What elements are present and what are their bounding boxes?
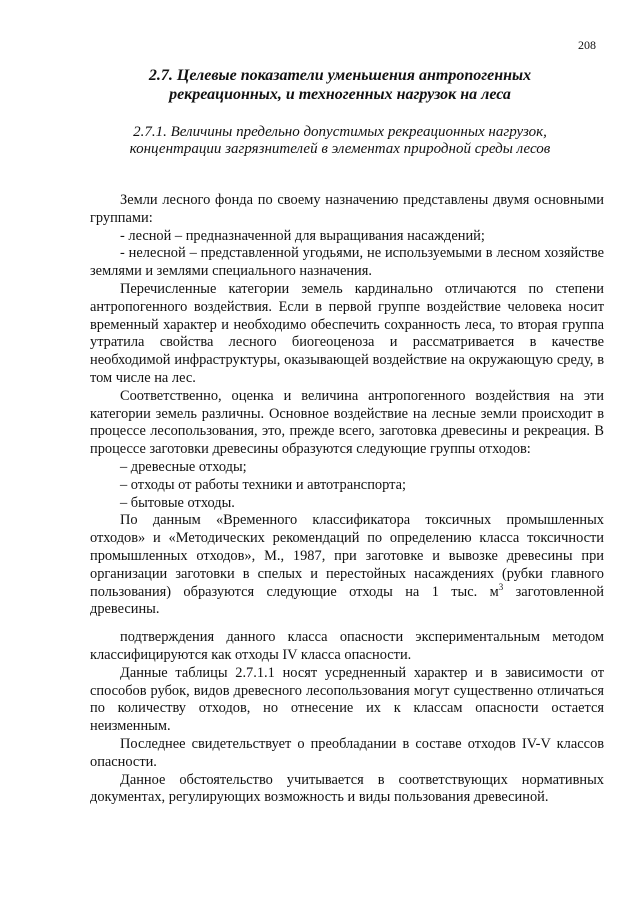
paragraph: Земли лесного фонда по своему назначению представлены двумя основными группами: (90, 192, 604, 226)
list-item: – древесные отходы; (120, 458, 247, 475)
body-text (90, 192, 604, 807)
paragraph-text: По данным «Временного классификатора токсичных промышленных отходов» и «Методических рекомендаций по определению класса токсичности промышленных отходов», М., 1987, при заготовке и вывозке древесины при организации заготовки в спелых и перестойных насаждениях (рубки главного пользования) образуются следующие отходы на 1 тыс. м (90, 512, 604, 600)
paragraph (90, 512, 604, 619)
paragraph: Данные таблицы 2.7.1.1 носят усредненный характер и в зависимости от способов рубок, видов древесного лесопользования могут существенно отличаться по количеству отходов, но отнесение их к классам опасности остается неизменным. (90, 664, 604, 735)
list-item: - нелесной – представленной угодьями, не используемыми в лесном хозяйстве землями и землями специального назначения. (90, 245, 604, 280)
paragraph-text: заготовленной древесины. (90, 583, 604, 618)
section-title: 2.7. Целевые показатели уменьшения антропогенных рекреационных, и техногенных нагрузок на леса (148, 67, 532, 103)
paragraph: Данное обстоятельство учитывается в соответствующих нормативных документах, регулирующих возможность и виды пользования древесиной. (90, 771, 604, 806)
paragraph: подтверждения данного класса опасности экспериментальным методом классифицируются как отходы IV класса опасности. (90, 629, 604, 663)
paragraph: Перечисленные категории земель кардинально отличаются по степени антропогенного воздействия. Если в первой группе воздействие человека носит временный характер и необходимо обеспечить сохранность леса, то вторая группа утратила свойства лесного биогеоценоза и рассматривается в качестве необходимой инфраструктуры, оказывающей воздействие на окружающую среду, в том числе на лес. (90, 280, 604, 386)
superscript: 3 (498, 581, 504, 592)
list-item: - лесной – предназначенной для выращивания насаждений; (120, 227, 485, 244)
subsection-title: 2.7.1. Величины предельно допустимых рекреационных нагрузок, концентрации загрязнителей в элементах природной среды лесов (129, 124, 551, 157)
list-item: – бытовые отходы. (120, 494, 235, 511)
page-number: 208 (578, 38, 596, 52)
list-item: – отходы от работы техники и автотранспорта; (120, 476, 406, 493)
paragraph: Соответственно, оценка и величина антропогенного воздействия на эти категории земель различны. Основное воздействие на лесные земли происходит в процессе лесопользования, это, прежде всего, заготовка древесины и рекреация. В процессе заготовки древесины образуются следующие группы отходов: (90, 387, 604, 458)
paragraph: Последнее свидетельствует о преобладании в составе отходов IV-V классов опасности. (90, 735, 604, 770)
